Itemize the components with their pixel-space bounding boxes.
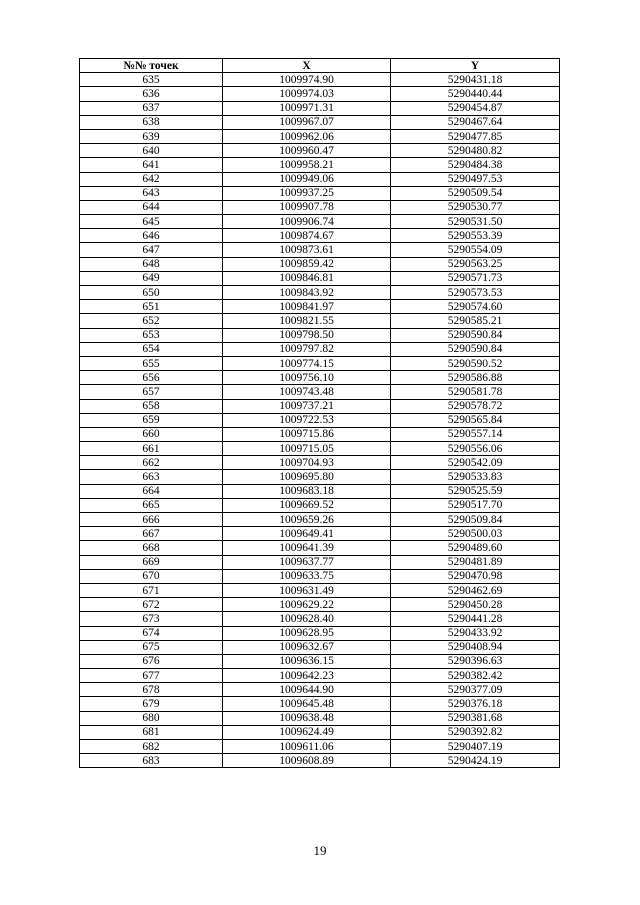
- header-y: Y: [391, 59, 560, 73]
- cell-x: 1009846.81: [223, 271, 391, 285]
- header-point-number: №№ точек: [80, 59, 223, 73]
- cell-y: 5290590.52: [391, 356, 560, 370]
- cell-point-number: 644: [80, 200, 223, 214]
- cell-y: 5290377.09: [391, 683, 560, 697]
- cell-point-number: 681: [80, 725, 223, 739]
- cell-point-number: 669: [80, 555, 223, 569]
- table-row: [80, 470, 560, 484]
- cell-point-number: 652: [80, 314, 223, 328]
- cell-y: 5290553.39: [391, 229, 560, 243]
- cell-y: 5290440.44: [391, 87, 560, 101]
- cell-point-number: 642: [80, 172, 223, 186]
- cell-x: 1009974.90: [223, 73, 391, 87]
- cell-point-number: 672: [80, 598, 223, 612]
- cell-point-number: 661: [80, 442, 223, 456]
- table-row: [80, 215, 560, 229]
- cell-x: 1009683.18: [223, 484, 391, 498]
- cell-point-number: 659: [80, 413, 223, 427]
- cell-point-number: 655: [80, 356, 223, 370]
- cell-point-number: 638: [80, 115, 223, 129]
- cell-x: 1009629.22: [223, 598, 391, 612]
- cell-y: 5290590.84: [391, 342, 560, 356]
- cell-point-number: 651: [80, 300, 223, 314]
- table-row: [80, 711, 560, 725]
- table-row: [80, 612, 560, 626]
- table-row: [80, 456, 560, 470]
- cell-x: 1009774.15: [223, 356, 391, 370]
- table-row: [80, 200, 560, 214]
- cell-point-number: 660: [80, 427, 223, 441]
- cell-x: 1009843.92: [223, 286, 391, 300]
- table-row: [80, 427, 560, 441]
- cell-x: 1009737.21: [223, 399, 391, 413]
- cell-y: 5290392.82: [391, 725, 560, 739]
- cell-y: 5290381.68: [391, 711, 560, 725]
- cell-x: 1009624.49: [223, 725, 391, 739]
- table-row: [80, 484, 560, 498]
- cell-x: 1009645.48: [223, 697, 391, 711]
- cell-y: 5290467.64: [391, 115, 560, 129]
- cell-y: 5290500.03: [391, 527, 560, 541]
- cell-x: 1009841.97: [223, 300, 391, 314]
- cell-x: 1009649.41: [223, 527, 391, 541]
- cell-y: 5290542.09: [391, 456, 560, 470]
- cell-point-number: 654: [80, 342, 223, 356]
- cell-y: 5290376.18: [391, 697, 560, 711]
- table-row: [80, 626, 560, 640]
- cell-x: 1009821.55: [223, 314, 391, 328]
- table-row: [80, 257, 560, 271]
- cell-x: 1009659.26: [223, 513, 391, 527]
- table-row: [80, 300, 560, 314]
- table-row: [80, 442, 560, 456]
- table-row: [80, 569, 560, 583]
- table-row: [80, 513, 560, 527]
- table-row: [80, 158, 560, 172]
- cell-x: 1009704.93: [223, 456, 391, 470]
- cell-y: 5290525.59: [391, 484, 560, 498]
- cell-x: 1009641.39: [223, 541, 391, 555]
- table-row: [80, 342, 560, 356]
- cell-point-number: 648: [80, 257, 223, 271]
- cell-x: 1009722.53: [223, 413, 391, 427]
- cell-point-number: 673: [80, 612, 223, 626]
- table-row: [80, 754, 560, 768]
- table-row: [80, 669, 560, 683]
- table-row: [80, 229, 560, 243]
- table-row: [80, 541, 560, 555]
- cell-point-number: 657: [80, 385, 223, 399]
- table-row: [80, 498, 560, 512]
- cell-x: 1009756.10: [223, 371, 391, 385]
- cell-x: 1009628.40: [223, 612, 391, 626]
- cell-y: 5290533.83: [391, 470, 560, 484]
- cell-y: 5290407.19: [391, 740, 560, 754]
- cell-y: 5290477.85: [391, 129, 560, 143]
- cell-y: 5290396.63: [391, 654, 560, 668]
- cell-x: 1009642.23: [223, 669, 391, 683]
- table-row: [80, 87, 560, 101]
- cell-x: 1009974.03: [223, 87, 391, 101]
- cell-x: 1009631.49: [223, 583, 391, 597]
- cell-x: 1009960.47: [223, 144, 391, 158]
- cell-y: 5290484.38: [391, 158, 560, 172]
- cell-y: 5290586.88: [391, 371, 560, 385]
- cell-y: 5290450.28: [391, 598, 560, 612]
- cell-y: 5290480.82: [391, 144, 560, 158]
- cell-x: 1009636.15: [223, 654, 391, 668]
- cell-y: 5290431.18: [391, 73, 560, 87]
- table-row: [80, 371, 560, 385]
- cell-x: 1009958.21: [223, 158, 391, 172]
- table-row: [80, 271, 560, 285]
- cell-y: 5290441.28: [391, 612, 560, 626]
- table-row: [80, 186, 560, 200]
- cell-point-number: 680: [80, 711, 223, 725]
- table-row: [80, 683, 560, 697]
- table-row: [80, 598, 560, 612]
- cell-x: 1009632.67: [223, 640, 391, 654]
- cell-y: 5290509.84: [391, 513, 560, 527]
- cell-point-number: 662: [80, 456, 223, 470]
- cell-y: 5290590.84: [391, 328, 560, 342]
- cell-x: 1009669.52: [223, 498, 391, 512]
- table-row: [80, 640, 560, 654]
- table-row: [80, 385, 560, 399]
- cell-x: 1009715.05: [223, 442, 391, 456]
- cell-y: 5290433.92: [391, 626, 560, 640]
- cell-x: 1009797.82: [223, 342, 391, 356]
- page-number: 19: [313, 843, 327, 858]
- cell-point-number: 670: [80, 569, 223, 583]
- cell-x: 1009873.61: [223, 243, 391, 257]
- table-row: [80, 144, 560, 158]
- cell-y: 5290571.73: [391, 271, 560, 285]
- table-row: [80, 697, 560, 711]
- cell-point-number: 656: [80, 371, 223, 385]
- table-row: [80, 527, 560, 541]
- coordinates-table: [79, 58, 560, 768]
- cell-y: 5290509.54: [391, 186, 560, 200]
- cell-y: 5290573.53: [391, 286, 560, 300]
- cell-x: 1009906.74: [223, 215, 391, 229]
- cell-x: 1009743.48: [223, 385, 391, 399]
- cell-x: 1009967.07: [223, 115, 391, 129]
- cell-y: 5290530.77: [391, 200, 560, 214]
- cell-x: 1009633.75: [223, 569, 391, 583]
- cell-point-number: 641: [80, 158, 223, 172]
- table-row: [80, 101, 560, 115]
- cell-point-number: 682: [80, 740, 223, 754]
- cell-y: 5290565.84: [391, 413, 560, 427]
- cell-x: 1009628.95: [223, 626, 391, 640]
- table-row: [80, 243, 560, 257]
- table-row: [80, 413, 560, 427]
- cell-point-number: 678: [80, 683, 223, 697]
- cell-y: 5290554.09: [391, 243, 560, 257]
- cell-point-number: 658: [80, 399, 223, 413]
- table-row: [80, 654, 560, 668]
- cell-point-number: 674: [80, 626, 223, 640]
- cell-y: 5290454.87: [391, 101, 560, 115]
- cell-point-number: 663: [80, 470, 223, 484]
- cell-point-number: 664: [80, 484, 223, 498]
- cell-x: 1009611.06: [223, 740, 391, 754]
- cell-point-number: 668: [80, 541, 223, 555]
- cell-x: 1009695.80: [223, 470, 391, 484]
- cell-y: 5290581.78: [391, 385, 560, 399]
- cell-y: 5290382.42: [391, 669, 560, 683]
- cell-point-number: 676: [80, 654, 223, 668]
- table-header-row: [80, 59, 560, 73]
- table-body: [80, 73, 560, 768]
- table-row: [80, 129, 560, 143]
- cell-point-number: 675: [80, 640, 223, 654]
- table-row: [80, 399, 560, 413]
- cell-x: 1009971.31: [223, 101, 391, 115]
- cell-point-number: 645: [80, 215, 223, 229]
- cell-x: 1009907.78: [223, 200, 391, 214]
- cell-point-number: 637: [80, 101, 223, 115]
- cell-x: 1009949.06: [223, 172, 391, 186]
- cell-point-number: 653: [80, 328, 223, 342]
- cell-point-number: 639: [80, 129, 223, 143]
- cell-y: 5290556.06: [391, 442, 560, 456]
- table-row: [80, 115, 560, 129]
- cell-y: 5290489.60: [391, 541, 560, 555]
- cell-y: 5290563.25: [391, 257, 560, 271]
- cell-x: 1009962.06: [223, 129, 391, 143]
- cell-point-number: 640: [80, 144, 223, 158]
- table-row: [80, 286, 560, 300]
- cell-point-number: 667: [80, 527, 223, 541]
- cell-point-number: 646: [80, 229, 223, 243]
- cell-point-number: 647: [80, 243, 223, 257]
- table-row: [80, 172, 560, 186]
- cell-y: 5290517.70: [391, 498, 560, 512]
- cell-point-number: 635: [80, 73, 223, 87]
- table-row: [80, 314, 560, 328]
- cell-y: 5290557.14: [391, 427, 560, 441]
- cell-y: 5290585.21: [391, 314, 560, 328]
- cell-point-number: 671: [80, 583, 223, 597]
- cell-point-number: 683: [80, 754, 223, 768]
- cell-x: 1009638.48: [223, 711, 391, 725]
- cell-point-number: 677: [80, 669, 223, 683]
- table-row: [80, 328, 560, 342]
- cell-y: 5290578.72: [391, 399, 560, 413]
- cell-y: 5290462.69: [391, 583, 560, 597]
- cell-point-number: 650: [80, 286, 223, 300]
- table-row: [80, 73, 560, 87]
- table-row: [80, 583, 560, 597]
- cell-point-number: 649: [80, 271, 223, 285]
- cell-y: 5290424.19: [391, 754, 560, 768]
- cell-y: 5290574.60: [391, 300, 560, 314]
- cell-point-number: 636: [80, 87, 223, 101]
- cell-x: 1009859.42: [223, 257, 391, 271]
- cell-y: 5290470.98: [391, 569, 560, 583]
- cell-point-number: 666: [80, 513, 223, 527]
- table-row: [80, 725, 560, 739]
- cell-point-number: 665: [80, 498, 223, 512]
- cell-y: 5290497.53: [391, 172, 560, 186]
- cell-x: 1009798.50: [223, 328, 391, 342]
- cell-x: 1009644.90: [223, 683, 391, 697]
- header-x: X: [223, 59, 391, 73]
- cell-y: 5290408.94: [391, 640, 560, 654]
- table-row: [80, 356, 560, 370]
- cell-y: 5290531.50: [391, 215, 560, 229]
- cell-x: 1009937.25: [223, 186, 391, 200]
- cell-y: 5290481.89: [391, 555, 560, 569]
- cell-point-number: 643: [80, 186, 223, 200]
- cell-x: 1009608.89: [223, 754, 391, 768]
- table-row: [80, 740, 560, 754]
- cell-point-number: 679: [80, 697, 223, 711]
- table-row: [80, 555, 560, 569]
- cell-x: 1009874.67: [223, 229, 391, 243]
- cell-x: 1009637.77: [223, 555, 391, 569]
- cell-x: 1009715.86: [223, 427, 391, 441]
